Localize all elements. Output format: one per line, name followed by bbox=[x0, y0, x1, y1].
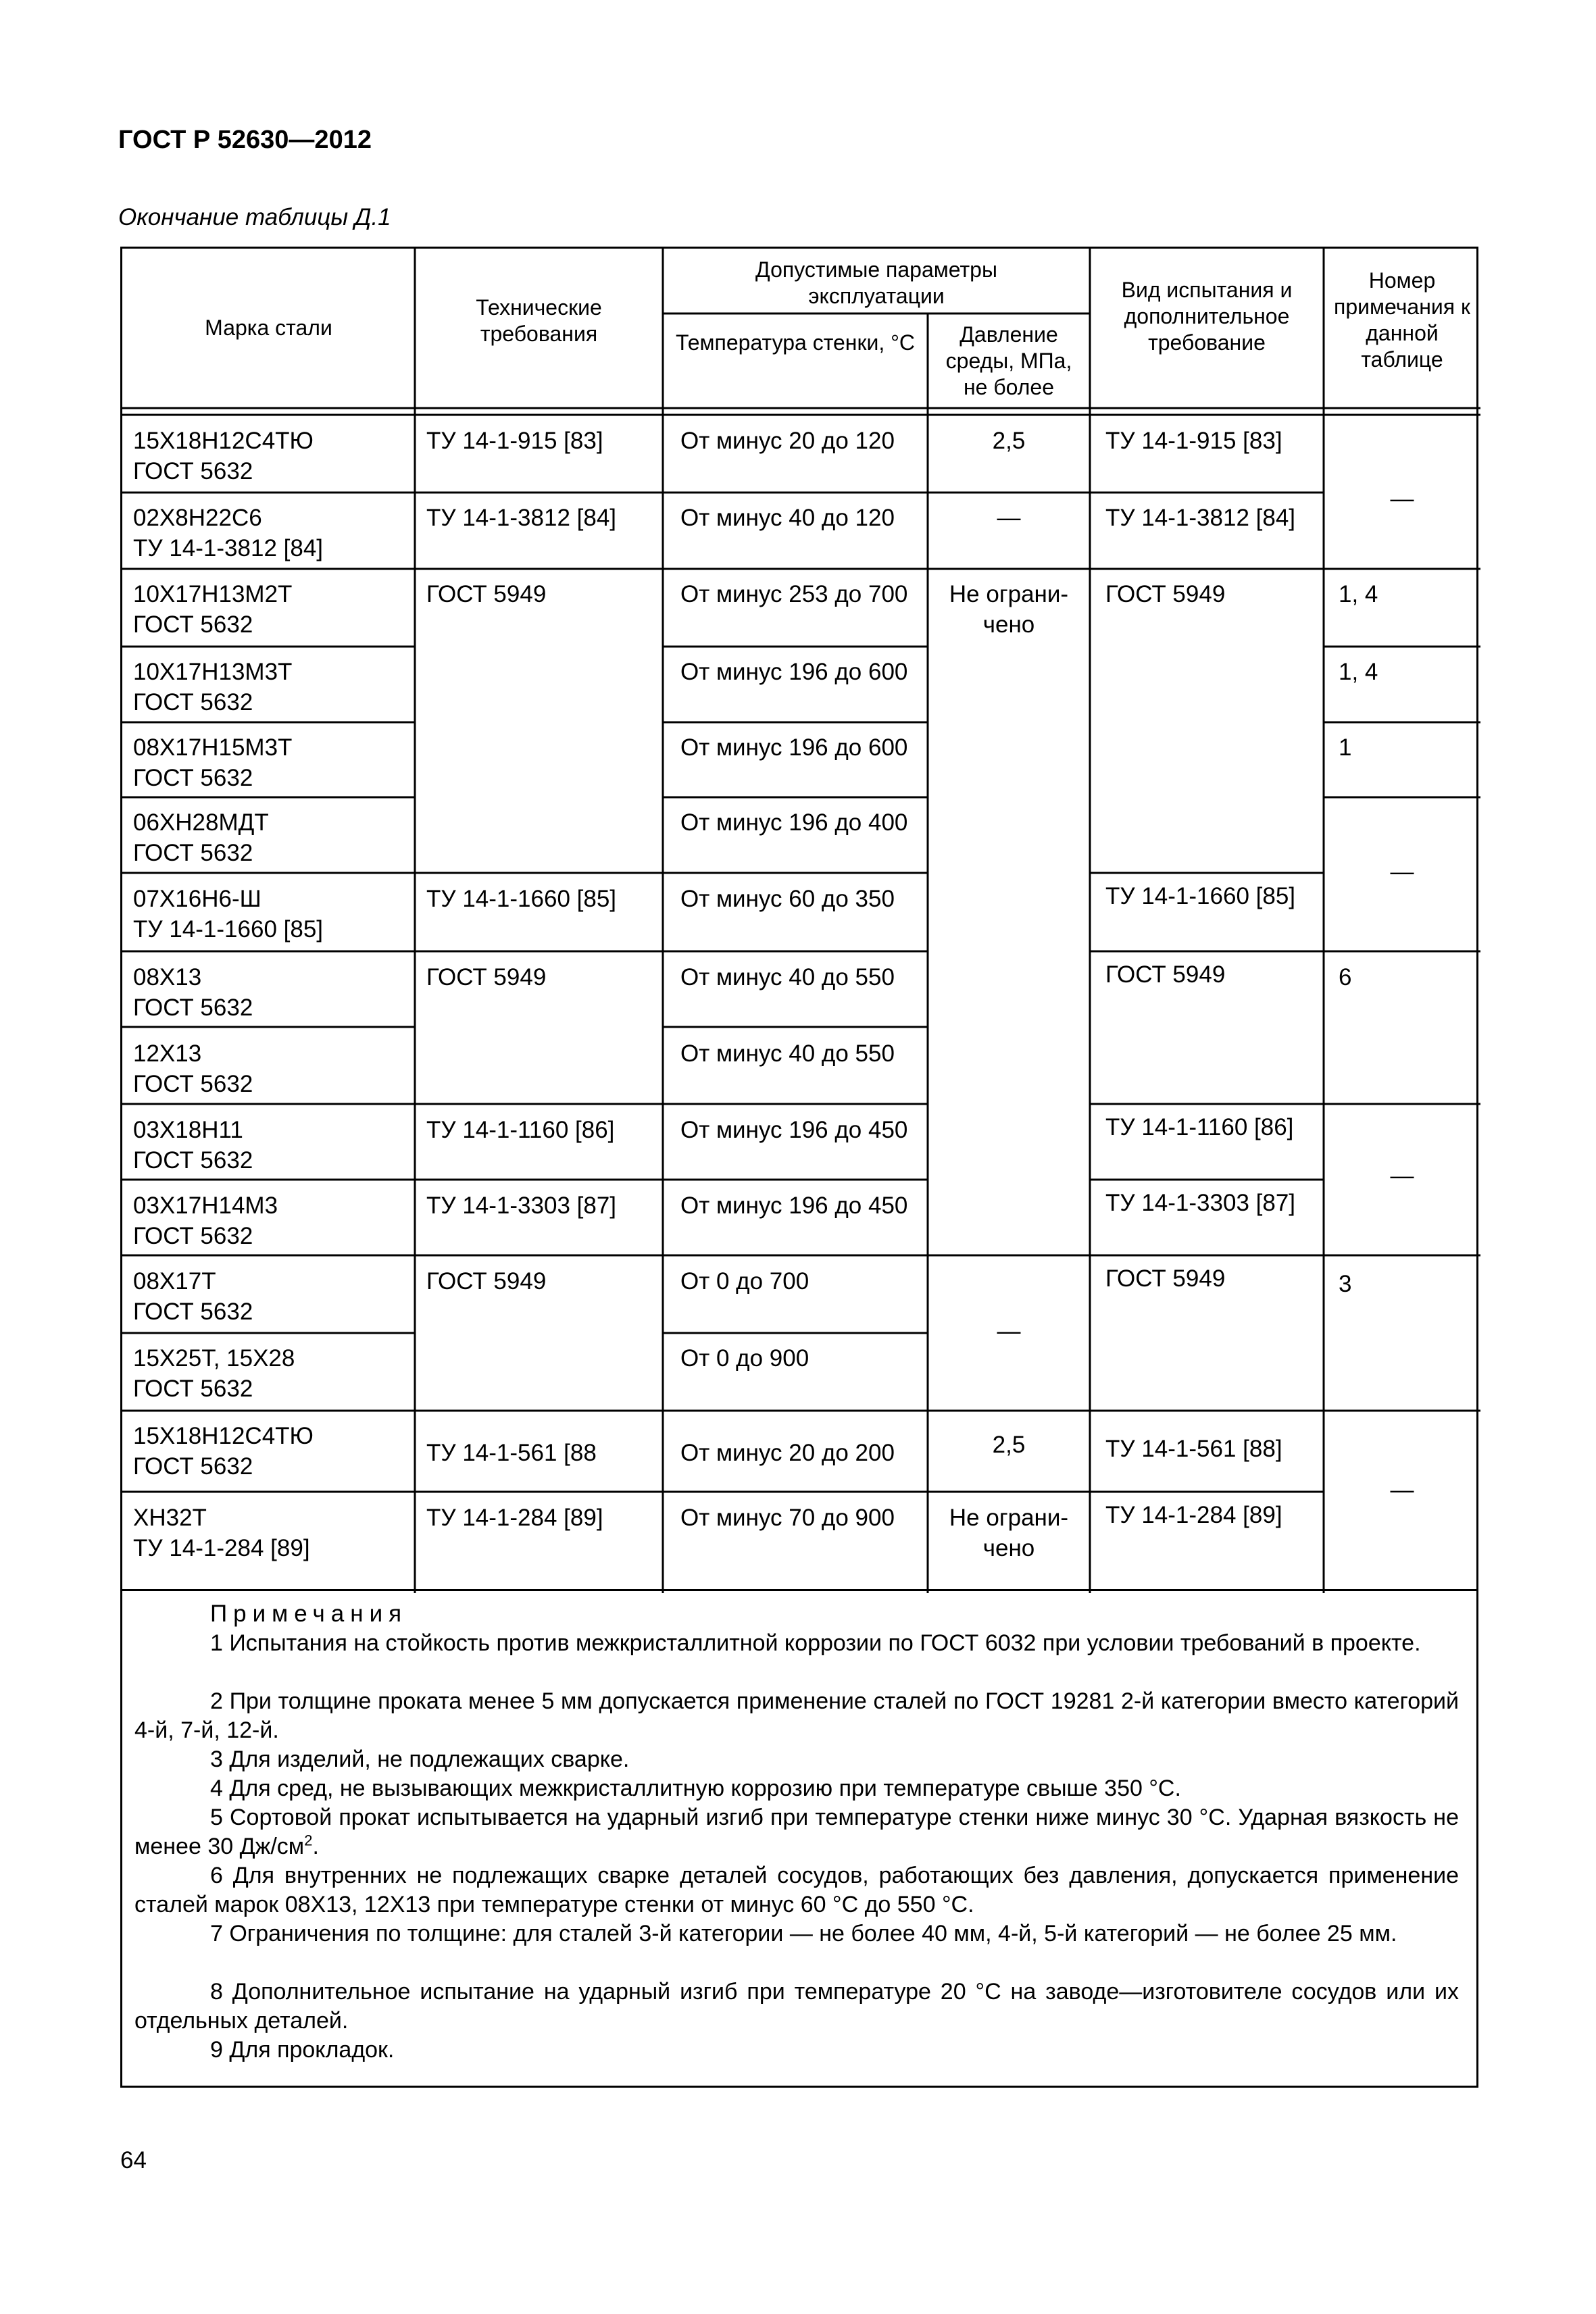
grade-cell: 02Х8Н22С6 bbox=[133, 505, 262, 531]
grade-doc-cell: ГОСТ 5632 bbox=[133, 458, 253, 484]
grade-doc-cell: ГОСТ 5632 bbox=[133, 765, 253, 791]
note-dash-cell: — bbox=[1390, 859, 1414, 885]
temp-cell: От минус 20 до 200 bbox=[680, 1440, 895, 1466]
temp-cell: От минус 196 до 600 bbox=[680, 734, 908, 761]
temp-cell: От 0 до 700 bbox=[680, 1268, 809, 1294]
temp-cell: От минус 70 до 900 bbox=[680, 1505, 895, 1531]
grade-doc-cell: ГОСТ 5632 bbox=[133, 1071, 253, 1097]
note-item: 2 При толщине проката менее 5 мм допускается применение сталей по ГОСТ 19281 2-й категории вместо категорий 4-й, 7-й, 12-й. bbox=[134, 1688, 1459, 1743]
pressure-cell: — bbox=[997, 1318, 1021, 1344]
tech-cell: ТУ 14-1-284 [89] bbox=[426, 1505, 603, 1531]
document-header: ГОСТ Р 52630—2012 bbox=[118, 126, 372, 154]
grade-cell: 08Х17Т bbox=[133, 1268, 216, 1294]
pressure-cell: 2,5 bbox=[992, 1432, 1026, 1458]
temp-cell: От минус 196 до 450 bbox=[680, 1117, 908, 1143]
header-params: Допустимые параметры эксплуатации bbox=[755, 257, 997, 308]
note-dash-cell: — bbox=[1390, 486, 1414, 512]
grade-cell: 10Х17Н13М3Т bbox=[133, 659, 293, 685]
tech-cell: ТУ 14-1-915 [83] bbox=[426, 428, 603, 454]
grade-cell: 10Х17Н13М2Т bbox=[133, 581, 293, 607]
test-cell: ТУ 14-1-284 [89] bbox=[1105, 1502, 1282, 1528]
grade-doc-cell: ТУ 14-1-1660 [85] bbox=[133, 916, 324, 942]
temp-cell: От минус 196 до 400 bbox=[680, 809, 908, 836]
note-cell: 1 bbox=[1339, 734, 1352, 761]
note-5-tail: . bbox=[312, 1834, 319, 1859]
test-cell: ГОСТ 5949 bbox=[1105, 1265, 1226, 1292]
note-cell: 1, 4 bbox=[1339, 581, 1378, 607]
tech-cell: ТУ 14-1-1160 [86] bbox=[426, 1117, 615, 1143]
grade-cell: 03Х18Н11 bbox=[133, 1117, 243, 1143]
note-item: 1 Испытания на стойкость против межкристаллитной коррозии по ГОСТ 6032 при условии требований в проекте. bbox=[210, 1630, 1421, 1656]
grade-cell: 06ХН28МДТ bbox=[133, 809, 269, 836]
header-temp: Температура стенки, °С bbox=[675, 330, 916, 355]
grade-doc-cell: ГОСТ 5632 bbox=[133, 689, 253, 715]
grade-doc-cell: ГОСТ 5632 bbox=[133, 1453, 253, 1480]
note-dash-cell: — bbox=[1390, 1163, 1414, 1189]
test-cell: ТУ 14-1-561 [88] bbox=[1105, 1436, 1282, 1462]
note-5-text: 5 Сортовой прокат испытывается на ударный изгиб при температуре стенки ниже минус 30 °С. Ударная вязкость не менее 30 Дж/см bbox=[134, 1805, 1459, 1859]
grade-doc-cell: ГОСТ 5632 bbox=[133, 995, 253, 1021]
header-grade: Марка стали bbox=[205, 316, 332, 340]
note-cell: 1, 4 bbox=[1339, 659, 1378, 685]
note-dash-cell: — bbox=[1390, 1477, 1414, 1503]
header-test: Вид испытания и дополнительное требование bbox=[1121, 278, 1293, 355]
header-pressure: Давление среды, МПа, не более bbox=[945, 322, 1072, 399]
pressure-cell: Не ограни- bbox=[949, 1505, 1069, 1531]
temp-cell: От минус 20 до 120 bbox=[680, 428, 895, 454]
grade-cell: 08Х17Н15М3Т bbox=[133, 734, 293, 761]
temp-cell: От минус 196 до 450 bbox=[680, 1192, 908, 1219]
grade-doc-cell: ТУ 14-1-284 [89] bbox=[133, 1535, 310, 1561]
temp-cell: От минус 253 до 700 bbox=[680, 581, 908, 607]
grade-cell: 15Х18Н12С4ТЮ bbox=[133, 1423, 314, 1449]
test-cell: ТУ 14-1-1660 [85] bbox=[1105, 883, 1296, 909]
note-item bbox=[134, 1803, 1459, 1861]
pressure-cell: — bbox=[997, 505, 1021, 531]
test-cell: ТУ 14-1-915 [83] bbox=[1105, 428, 1282, 454]
header-note-no: Номер примечания к данной таблице bbox=[1334, 268, 1470, 372]
note-item: 7 Ограничения по толщине: для сталей 3-й категории — не более 40 мм, 4-й, 5-й категорий — не более 25 мм. bbox=[210, 1921, 1397, 1946]
temp-cell: От минус 60 до 350 bbox=[680, 886, 895, 912]
notes-section bbox=[120, 1591, 1478, 2088]
tech-cell: ТУ 14-1-3812 [84] bbox=[426, 505, 617, 531]
grade-cell: ХН32Т bbox=[133, 1505, 207, 1531]
note-cell: 6 bbox=[1339, 964, 1352, 990]
grade-cell: 03Х17Н14М3 bbox=[133, 1192, 278, 1219]
grade-doc-cell: ТУ 14-1-3812 [84] bbox=[133, 535, 324, 561]
grade-doc-cell: ГОСТ 5632 bbox=[133, 1299, 253, 1325]
test-cell: ТУ 14-1-3303 [87] bbox=[1105, 1190, 1296, 1216]
pressure-cell: чено bbox=[982, 611, 1035, 638]
header-tech-req: Технические требования bbox=[476, 295, 602, 346]
grade-doc-cell: ГОСТ 5632 bbox=[133, 840, 253, 866]
temp-cell: От минус 40 до 550 bbox=[680, 964, 895, 990]
tech-cell: ТУ 14-1-1660 [85] bbox=[426, 886, 617, 912]
note-item: 6 Для внутренних не подлежащих сварке деталей сосудов, работающих без давления, допускается применение сталей марок 08Х13, 12Х13 при температуре стенки от минус 60 °С до 550 °С. bbox=[134, 1863, 1459, 1917]
temp-cell: От минус 40 до 550 bbox=[680, 1040, 895, 1067]
note-item: 8 Дополнительное испытание на ударный изгиб при температуре 20 °С на заводе—изготовителе сосудов или их отдельных деталей. bbox=[134, 1979, 1459, 2034]
test-cell: ТУ 14-1-1160 [86] bbox=[1105, 1114, 1294, 1140]
note-item: 9 Для прокладок. bbox=[210, 2037, 395, 2063]
temp-cell: От 0 до 900 bbox=[680, 1345, 809, 1372]
note-cell: 3 bbox=[1339, 1271, 1352, 1297]
notes-heading: Примечания bbox=[210, 1601, 408, 1627]
tech-cell: ГОСТ 5949 bbox=[426, 964, 547, 990]
table-caption: Окончание таблицы Д.1 bbox=[118, 204, 391, 230]
note-item: 4 Для сред, не вызывающих межкристаллитную коррозию при температуре свыше 350 °С. bbox=[210, 1776, 1181, 1801]
pressure-cell: 2,5 bbox=[992, 428, 1026, 454]
pressure-cell: Не ограни- bbox=[949, 581, 1069, 607]
pressure-cell: чено bbox=[982, 1535, 1035, 1561]
steel-grades-table bbox=[120, 247, 1478, 1591]
tech-cell: ГОСТ 5949 bbox=[426, 1268, 547, 1294]
test-cell: ТУ 14-1-3812 [84] bbox=[1105, 505, 1296, 531]
grade-doc-cell: ГОСТ 5632 bbox=[133, 1376, 253, 1402]
temp-cell: От минус 40 до 120 bbox=[680, 505, 895, 531]
tech-cell: ГОСТ 5949 bbox=[426, 581, 547, 607]
grade-cell: 08Х13 bbox=[133, 964, 202, 990]
tech-cell: ТУ 14-1-561 [88 bbox=[426, 1440, 597, 1466]
tech-cell: ТУ 14-1-3303 [87] bbox=[426, 1192, 617, 1219]
superscript: 2 bbox=[304, 1832, 313, 1849]
temp-cell: От минус 196 до 600 bbox=[680, 659, 908, 685]
grade-cell: 15Х18Н12С4ТЮ bbox=[133, 428, 314, 454]
test-cell: ГОСТ 5949 bbox=[1105, 961, 1226, 988]
page-number: 64 bbox=[120, 2147, 147, 2173]
grade-doc-cell: ГОСТ 5632 bbox=[133, 1223, 253, 1249]
grade-cell: 12Х13 bbox=[133, 1040, 202, 1067]
grade-doc-cell: ГОСТ 5632 bbox=[133, 1147, 253, 1174]
test-cell: ГОСТ 5949 bbox=[1105, 581, 1226, 607]
grade-doc-cell: ГОСТ 5632 bbox=[133, 611, 253, 638]
note-item: 3 Для изделий, не подлежащих сварке. bbox=[210, 1746, 630, 1772]
grade-cell: 15Х25Т, 15Х28 bbox=[133, 1345, 295, 1372]
grade-cell: 07Х16Н6-Ш bbox=[133, 886, 261, 912]
